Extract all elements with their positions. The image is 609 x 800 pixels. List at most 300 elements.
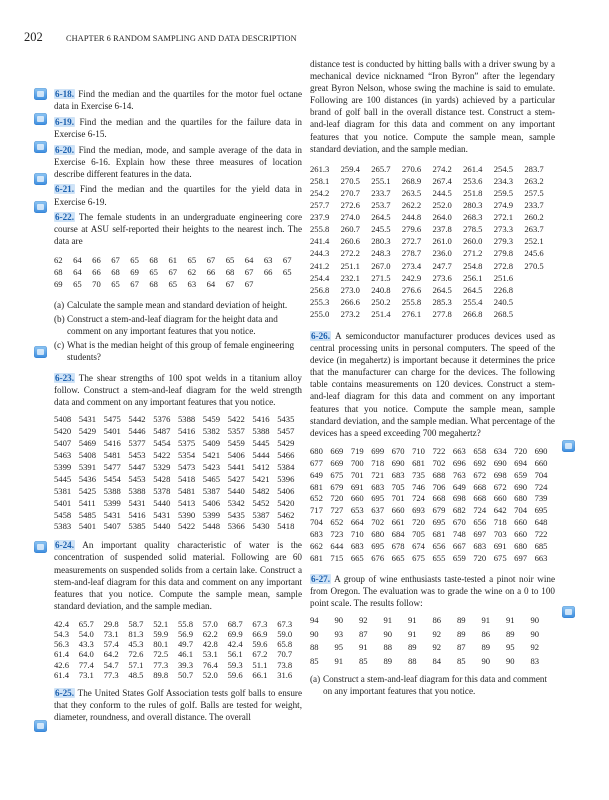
golf-distance-table <box>310 163 555 320</box>
data-cell: 5481 <box>177 485 196 496</box>
exercise-6-23 <box>54 372 302 408</box>
data-cell: 254.5 <box>493 163 514 174</box>
data-cell: 279.8 <box>493 248 514 259</box>
data-cell: 278.7 <box>401 248 422 259</box>
data-cell: 65 <box>130 254 139 265</box>
data-cell: 88 <box>408 655 417 666</box>
data-cell: 90 <box>383 628 393 639</box>
data-cell: 260.6 <box>340 236 360 247</box>
data-cell: 91 <box>359 642 368 653</box>
data-cell: 255.1 <box>371 175 391 186</box>
data-cell: 5444 <box>252 449 270 460</box>
exercise-number[interactable]: 6-26. <box>311 330 331 341</box>
data-cell: 5482 <box>252 485 270 496</box>
data-cell: 89 <box>383 655 393 666</box>
data-cell: 660 <box>493 493 507 504</box>
data-cell: 5459 <box>227 438 245 449</box>
data-cell: 90 <box>310 628 319 639</box>
data-cell: 256.8 <box>310 284 330 295</box>
data-cell: 255.4 <box>463 296 483 307</box>
data-cell: 270.6 <box>401 163 422 174</box>
data-cell: 251.1 <box>340 260 360 271</box>
exercise-number[interactable]: 6-23. <box>55 372 75 383</box>
data-cell: 697 <box>514 552 528 563</box>
data-cell: 5457 <box>277 426 295 437</box>
data-cell: 91 <box>506 615 515 626</box>
exercise-text: A semiconductor manufacturer produces devices used as central processing units in personal computers. The speed of the device (in megahertz) is important because it determines the price that the manufacturer can charge for the devices. The following table contains measurements on 120 devices. Construct a stem-and-leaf diagram for this data and comment on any important features that you notice. Compute the sample mean, sample standard deviation, and the sample median. What percentage of the devices has a speed exceeding 700 megahertz? <box>310 330 555 438</box>
sub-question-label: (a) <box>310 673 321 684</box>
exercise-number[interactable]: 6-27. <box>311 573 331 584</box>
page-number: 202 <box>24 30 43 44</box>
data-cell: 5420 <box>54 426 72 437</box>
data-cell: 90 <box>530 615 540 626</box>
data-cell: 50.7 <box>177 669 194 680</box>
data-cell: 655 <box>432 552 446 563</box>
data-cell: 5431 <box>128 497 146 508</box>
sub-question-label: (a) <box>54 299 65 310</box>
data-cell: 88 <box>383 642 393 653</box>
data-cell: 5407 <box>54 438 72 449</box>
data-cell: 64 <box>244 254 254 265</box>
data-cell: 720 <box>473 552 487 563</box>
data-cell: 746 <box>412 481 425 492</box>
data-cell: 672 <box>473 469 487 480</box>
data-cell: 66 <box>92 266 101 277</box>
data-cell: 59.0 <box>277 629 293 640</box>
data-cell: 264.5 <box>432 284 452 295</box>
data-cell: 5408 <box>54 414 72 425</box>
data-cell: 72.6 <box>128 649 144 660</box>
data-cell: 5435 <box>227 509 245 520</box>
data-cell: 5407 <box>103 521 121 532</box>
data-cell: 634 <box>493 445 507 456</box>
exercise-text: An important quality characteristic of water is the concentration of suspended solid material. Following are 60 measurements on suspended solids from a certain lake. Construct a stem-and-leaf diagram for this data and comment on any important features that you notice. Compute the sample mean, sample standard deviation, and the sample median. <box>54 540 302 611</box>
data-cell: 5440 <box>227 485 245 496</box>
data-cell: 694 <box>514 457 528 468</box>
data-cell: 233.7 <box>371 187 391 198</box>
data-cell: 57.4 <box>103 639 119 650</box>
data-cell: 682 <box>452 505 466 516</box>
data-cell: 5431 <box>153 509 171 520</box>
data-cell: 653 <box>350 505 364 516</box>
data-cell: 273.6 <box>432 272 452 283</box>
data-cell: 663 <box>452 445 466 456</box>
data-cell: 5401 <box>78 521 96 532</box>
height-data-table <box>54 254 302 290</box>
data-cell: 76.4 <box>202 659 218 670</box>
data-cell: 5399 <box>103 497 121 508</box>
data-cell: 668 <box>473 481 487 492</box>
data-cell: 43.3 <box>78 639 94 650</box>
data-cell: 251.6 <box>493 272 514 283</box>
data-cell: 257.5 <box>524 187 544 198</box>
data-cell: 271.2 <box>463 248 483 259</box>
data-cell: 66 <box>206 266 216 277</box>
data-cell: 5427 <box>227 473 245 484</box>
data-cell: 724 <box>473 505 487 516</box>
data-cell: 68 <box>149 278 158 289</box>
data-cell: 90 <box>506 655 515 666</box>
weld-strength-table <box>54 414 302 533</box>
data-cell: 691 <box>350 481 364 492</box>
data-cell: 642 <box>493 505 507 516</box>
data-cell: 665 <box>391 552 405 563</box>
data-cell: 48.5 <box>128 669 144 680</box>
data-cell: 5420 <box>277 497 295 508</box>
data-cell: 86 <box>432 615 442 626</box>
data-cell: 668 <box>473 493 487 504</box>
data-cell: 95 <box>506 642 515 653</box>
data-cell: 5406 <box>227 449 245 460</box>
data-cell: 5401 <box>103 426 121 437</box>
data-cell: 56.3 <box>54 639 70 650</box>
exercise-icon[interactable] <box>34 346 47 358</box>
data-cell: 59.6 <box>227 669 243 680</box>
data-cell: 232.1 <box>340 272 360 283</box>
data-cell: 52.1 <box>153 618 169 629</box>
data-cell: 669 <box>330 457 344 468</box>
data-cell: 5421 <box>252 473 270 484</box>
exercise-number[interactable]: 6-25. <box>55 688 75 699</box>
data-cell: 91 <box>408 615 417 626</box>
data-cell: 697 <box>473 529 487 540</box>
data-cell: 5446 <box>128 426 146 437</box>
data-cell: 5388 <box>128 485 146 496</box>
data-cell: 264.5 <box>463 284 483 295</box>
sub-question-text: Construct a stem-and-leaf diagram for this data and comment on any important features that you notice. <box>323 673 547 696</box>
exercise-number[interactable]: 6-18. <box>55 89 75 99</box>
data-cell: 283.7 <box>524 163 544 174</box>
exercise-text: The United States Golf Association tests golf balls to ensure that they conform to the rules of golf. Balls are tested for weight, diameter, roundness, and overall distance. The overall <box>54 688 302 723</box>
data-cell: 5435 <box>277 414 295 425</box>
data-cell: 683 <box>350 541 364 552</box>
data-cell: 5387 <box>252 509 270 520</box>
data-cell: 763 <box>452 469 466 480</box>
exercise-6-24 <box>54 539 302 612</box>
data-cell: 5422 <box>177 521 196 532</box>
data-cell: 67 <box>244 266 254 277</box>
data-cell: 5401 <box>54 497 72 508</box>
exercise-icon[interactable] <box>34 88 47 100</box>
data-cell: 260.7 <box>340 224 360 235</box>
data-cell: 89 <box>457 615 466 626</box>
data-cell: 5447 <box>128 461 146 472</box>
data-cell: 5487 <box>153 426 171 437</box>
data-cell: 715 <box>330 552 344 563</box>
data-cell: 57.0 <box>202 618 218 629</box>
data-cell: 5459 <box>202 414 220 425</box>
data-cell: 710 <box>350 529 364 540</box>
data-cell: 263.5 <box>401 187 422 198</box>
data-cell <box>524 296 555 308</box>
data-cell: 233.7 <box>524 200 544 211</box>
data-cell: 65 <box>225 254 235 265</box>
data-cell: 268.5 <box>493 308 514 319</box>
exercise-icon[interactable] <box>562 440 575 452</box>
data-cell: 702 <box>371 517 385 528</box>
data-cell: 244.3 <box>310 248 330 259</box>
data-cell: 720 <box>330 493 344 504</box>
data-cell: 688 <box>432 469 446 480</box>
data-cell: 692 <box>473 457 487 468</box>
cpu-speed-table <box>310 446 555 565</box>
data-cell: 64.0 <box>78 649 94 660</box>
data-cell: 67 <box>282 254 292 265</box>
data-cell: 261.4 <box>463 163 483 174</box>
data-cell: 5416 <box>128 509 146 520</box>
data-cell: 5396 <box>277 473 295 484</box>
data-cell: 748 <box>452 529 466 540</box>
data-cell: 66.1 <box>252 669 268 680</box>
data-cell: 705 <box>391 481 405 492</box>
exercise-6-22 <box>54 211 302 247</box>
data-cell: 5412 <box>252 461 270 472</box>
data-cell: 693 <box>412 505 425 516</box>
data-cell: 5445 <box>54 473 72 484</box>
data-cell: 255.8 <box>310 224 330 235</box>
data-cell: 705 <box>412 529 425 540</box>
data-cell: 85 <box>359 655 368 666</box>
left-column <box>54 88 302 727</box>
data-cell: 61.4 <box>54 649 70 660</box>
data-cell: 681 <box>412 457 425 468</box>
data-cell: 681 <box>432 529 446 540</box>
data-cell: 273.2 <box>340 308 360 319</box>
sub-question <box>54 313 302 337</box>
data-cell: 695 <box>534 505 548 516</box>
page-header <box>24 30 584 47</box>
exercise-icon[interactable] <box>34 201 47 213</box>
exercise-icon[interactable] <box>34 173 47 185</box>
data-cell: 658 <box>473 445 487 456</box>
data-cell: 701 <box>391 493 405 504</box>
data-cell: 53.1 <box>202 649 218 660</box>
data-cell: 704 <box>310 517 323 528</box>
exercise-6-19 <box>54 116 302 140</box>
data-cell: 91 <box>334 655 344 666</box>
data-cell: 683 <box>391 469 405 480</box>
exercise-number[interactable]: 6-24. <box>55 540 75 551</box>
exercise-text: The shear strengths of 100 spot welds in a titanium alloy follow. Construct a stem-and-leaf diagram for the weld strength data and comment on any important features that you notice. <box>54 372 302 408</box>
data-cell: 263.2 <box>524 175 544 186</box>
data-cell: 42.4 <box>227 639 243 650</box>
data-cell: 254.8 <box>463 260 483 271</box>
data-cell: 95 <box>334 642 344 653</box>
data-cell: 39.3 <box>177 659 194 670</box>
data-cell: 696 <box>452 457 466 468</box>
data-cell: 5454 <box>153 438 171 449</box>
sub-question-text: Construct a stem-and-leaf diagram for the height data and comment on any important features that you notice. <box>67 313 278 336</box>
data-cell: 5462 <box>277 509 295 520</box>
suspended-solids-table <box>54 619 302 680</box>
data-cell: 70 <box>92 278 101 289</box>
data-cell: 5399 <box>202 509 220 520</box>
data-cell: 263.7 <box>524 224 544 235</box>
data-cell: 240.5 <box>493 296 514 307</box>
data-cell: 695 <box>371 493 385 504</box>
data-cell: 724 <box>534 481 548 492</box>
data-cell: 72.5 <box>153 649 169 660</box>
data-cell: 271.5 <box>371 272 391 283</box>
exercise-icon[interactable] <box>34 720 47 732</box>
data-cell: 77.3 <box>103 669 119 680</box>
data-cell: 680 <box>514 493 528 504</box>
exercise-6-22-items <box>54 299 302 363</box>
data-cell: 81.3 <box>128 629 144 640</box>
data-cell: 5429 <box>277 438 295 449</box>
data-cell: 5416 <box>252 414 270 425</box>
data-cell: 83 <box>530 655 540 666</box>
data-cell: 652 <box>330 517 344 528</box>
data-cell: 656 <box>432 541 446 552</box>
data-cell: 5376 <box>153 414 171 425</box>
exercise-number[interactable]: 6-22. <box>55 212 75 223</box>
data-cell: 90 <box>334 615 344 626</box>
data-cell: 260.0 <box>463 236 483 247</box>
data-cell: 683 <box>473 541 487 552</box>
data-cell: 670 <box>452 517 466 528</box>
data-cell: 683 <box>310 529 323 540</box>
data-cell: 260.2 <box>524 212 544 223</box>
data-cell: 679 <box>330 481 344 492</box>
data-cell: 5421 <box>202 449 220 460</box>
data-cell: 681 <box>310 481 323 492</box>
data-cell: 91 <box>383 615 393 626</box>
data-cell: 85 <box>457 655 466 666</box>
data-cell: 29.8 <box>103 618 119 629</box>
data-cell: 660 <box>350 493 364 504</box>
data-cell: 649 <box>310 469 323 480</box>
data-cell: 92 <box>359 615 368 626</box>
exercise-text: Find the median and the quartiles for the motor fuel octane data in Exercise 6-14. <box>54 89 303 112</box>
data-cell: 5342 <box>227 497 245 508</box>
data-cell: 674 <box>412 541 425 552</box>
data-cell: 5375 <box>177 438 196 449</box>
data-cell: 77.3 <box>153 659 169 670</box>
data-cell: 5366 <box>227 521 245 532</box>
exercise-icon[interactable] <box>562 606 575 618</box>
data-cell <box>524 272 555 284</box>
data-cell: 739 <box>534 493 548 504</box>
data-cell: 52.0 <box>202 669 218 680</box>
exercise-6-25 <box>54 687 302 723</box>
data-cell: 252.1 <box>524 236 544 247</box>
data-cell: 662 <box>310 541 323 552</box>
data-cell: 267.4 <box>432 175 452 186</box>
data-cell: 244.5 <box>432 187 452 198</box>
data-cell: 661 <box>391 517 405 528</box>
data-cell: 667 <box>452 541 466 552</box>
data-cell: 5377 <box>128 438 146 449</box>
data-cell: 244.8 <box>401 212 422 223</box>
data-cell: 262.2 <box>401 200 422 211</box>
data-cell: 691 <box>493 541 507 552</box>
data-cell: 67 <box>111 254 120 265</box>
data-cell: 226.8 <box>493 284 514 295</box>
data-cell: 719 <box>350 445 364 456</box>
exercise-text: Find the median and the quartiles for the yield data in Exercise 6-19. <box>54 184 302 207</box>
data-cell: 64 <box>73 266 82 277</box>
data-cell: 5329 <box>153 461 171 472</box>
data-cell: 704 <box>534 469 548 480</box>
data-cell: 247.7 <box>432 260 452 271</box>
data-cell: 61 <box>168 254 178 265</box>
data-cell: 660 <box>534 457 548 468</box>
data-cell: 5465 <box>202 473 220 484</box>
data-cell: 274.2 <box>432 163 452 174</box>
data-cell: 680 <box>310 445 323 456</box>
data-cell: 266.6 <box>340 296 360 307</box>
data-cell: 268.3 <box>463 212 483 223</box>
data-cell: 267.0 <box>371 260 391 271</box>
data-cell: 5429 <box>78 426 96 437</box>
data-cell: 57.1 <box>128 659 144 670</box>
data-cell: 87 <box>457 642 466 653</box>
data-cell: 660 <box>391 505 405 516</box>
data-cell: 703 <box>493 529 507 540</box>
exercise-icon[interactable] <box>34 113 47 125</box>
data-cell: 274.9 <box>493 200 514 211</box>
data-cell: 62 <box>54 254 63 265</box>
data-cell: 5388 <box>252 426 270 437</box>
data-cell: 5428 <box>153 473 171 484</box>
sub-question <box>54 339 302 363</box>
data-cell: 67.3 <box>277 618 293 629</box>
data-cell: 272.2 <box>340 248 360 259</box>
exercise-number[interactable]: 6-20. <box>55 144 75 155</box>
data-cell: 64 <box>206 278 216 289</box>
data-cell: 668 <box>432 493 446 504</box>
data-cell: 722 <box>432 445 446 456</box>
data-cell: 250.2 <box>371 296 391 307</box>
data-cell <box>524 284 555 296</box>
exercise-number[interactable]: 6-21. <box>55 184 75 195</box>
data-cell: 285.3 <box>432 296 452 307</box>
sub-question-text: What is the median height of this group of female engineering students? <box>67 339 295 362</box>
exercise-number[interactable]: 6-19. <box>55 116 75 127</box>
data-cell: 261.3 <box>310 163 330 174</box>
exercise-6-27-items <box>310 673 555 697</box>
data-cell: 5422 <box>227 414 245 425</box>
data-cell: 253.6 <box>463 175 483 186</box>
exercise-icon[interactable] <box>34 541 47 553</box>
data-cell: 65 <box>111 278 120 289</box>
data-cell: 66 <box>92 254 101 265</box>
data-cell: 698 <box>493 469 507 480</box>
data-cell: 690 <box>514 481 528 492</box>
data-cell: 652 <box>310 493 323 504</box>
data-cell: 5440 <box>153 497 171 508</box>
data-cell: 237.8 <box>432 224 452 235</box>
exercise-6-26 <box>310 330 555 439</box>
exercise-6-27 <box>310 573 555 609</box>
data-cell: 704 <box>514 505 528 516</box>
data-cell: 92 <box>432 628 442 639</box>
data-cell: 660 <box>514 517 528 528</box>
data-cell: 5357 <box>227 426 245 437</box>
data-cell: 648 <box>534 517 548 528</box>
data-cell: 56.1 <box>227 649 243 660</box>
exercise-6-18 <box>54 88 302 112</box>
data-cell: 236.0 <box>432 248 452 259</box>
data-cell: 5391 <box>78 461 96 472</box>
exercise-icon[interactable] <box>34 141 47 153</box>
exercise-6-25-continued: distance test is conducted by hitting balls with a driver swung by a mechanical device nicknamed “Iron Byron” after the legendary great Byron Nelson, whose swing the machine is said to emulate. Following are 100 distances (in yards) achieved by a particular brand of golf ball in the overall distance test. Construct a stem-and-leaf diagram for this data and comment on any important features that you notice. Compute the sample mean, sample standard deviation, and the sample median. <box>310 59 555 154</box>
data-cell: 679 <box>432 505 446 516</box>
data-cell: 252.0 <box>432 200 452 211</box>
exercise-6-21 <box>54 183 302 207</box>
data-cell: 672 <box>493 481 507 492</box>
